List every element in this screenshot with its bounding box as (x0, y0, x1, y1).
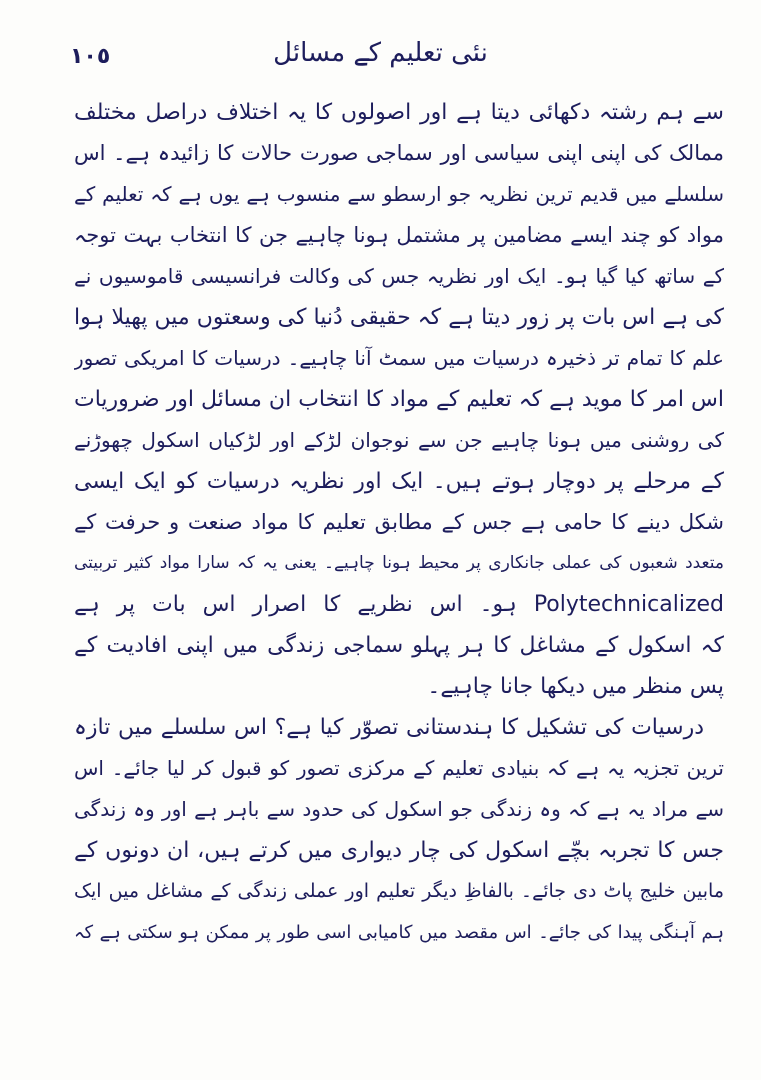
text-line: کی روشنی میں ہونا چاہیے جن سے نوجوان لڑکے اور لڑکیاں اسکول چھوڑنے (74, 428, 724, 452)
running-title: نئی تعلیم کے مسائل (273, 38, 488, 68)
text-line: علم کا تمام تر ذخیرہ درسیات میں سمٹ آنا چاہیے۔ درسیات کا امریکی تصور (74, 346, 724, 370)
page-header (0, 30, 761, 80)
paragraph-2 (74, 707, 724, 953)
paragraph-1 (74, 92, 724, 707)
text-line: سے ہم رشتہ دکھائی دیتا ہے اور اصولوں کا یہ اختلاف دراصل مختلف (74, 100, 724, 125)
page-number: ١٠٥ (70, 44, 111, 69)
text-line: اس امر کا موید ہے کہ تعلیم کے مواد کا انتخاب ان مسائل اور ضروریات (74, 387, 724, 412)
text-line: ہم آہنگی پیدا کی جائے۔ اس مقصد میں کامیابی اسی طور پر ممکن ہو سکتی ہے کہ (74, 922, 724, 943)
body-text (74, 92, 724, 953)
text-line: کہ اسکول کے مشاغل کا ہر پہلو سماجی زندگی میں اپنی افادیت کے (74, 633, 724, 658)
text-line: جس کا تجربہ بچّے اسکول کی چار دیواری میں کرتے ہیں، ان دونوں کے (74, 838, 724, 863)
text-line: متعدد شعبوں کی عملی جانکاری پر محیط ہونا چاہیے۔ یعنی یہ کہ سارا مواد کثیر تربیتی (74, 553, 724, 573)
text-line: سے مراد یہ ہے کہ وہ زندگی جو اسکول کی حدود سے باہر ہے اور وہ زندگی (74, 797, 724, 821)
text-line-with-english-term: Polytechnicalized ہو۔ اس نظریے کا اصرار اس بات پر ہے (74, 592, 724, 617)
text-line: مواد کو چند ایسے مضامین پر مشتمل ہونا چاہیے جن کا انتخاب بہت توجہ (74, 223, 724, 247)
text-line: درسیات کی تشکیل کا ہندستانی تصوّر کیا ہے؟ اس سلسلے میں تازہ (74, 715, 704, 740)
text-line: مابین خلیج پاٹ دی جائے۔ بالفاظِ دیگر تعلیم اور عملی زندگی کے مشاغل میں ایک (74, 880, 724, 902)
text-line: ممالک کی اپنی اپنی سیاسی اور سماجی صورت حالات کا زائیدہ ہے۔ اس (74, 141, 724, 165)
text-line: سلسلے میں قدیم ترین نظریہ جو ارسطو سے منسوب ہے یوں ہے کہ تعلیم کے (74, 182, 724, 206)
text-line: شکل دینے کا حامی ہے جس کے مطابق تعلیم کا مواد صنعت و حرفت کے (74, 510, 724, 534)
text-line: ترین تجزیہ یہ ہے کہ بنیادی تعلیم کے مرکزی تصور کو قبول کر لیا جائے۔ اس (74, 756, 724, 780)
text-line: کے مرحلے پر دوچار ہوتے ہیں۔ ایک اور نظریہ درسیات کو ایک ایسی (74, 469, 724, 494)
text-line: کی ہے اس بات پر زور دیتا ہے کہ حقیقی دُنیا کی وسعتوں میں پھیلا ہوا (74, 305, 724, 330)
text-line: کے ساتھ کیا گیا ہو۔ ایک اور نظریہ جس کی وکالت فرانسیسی قاموسیوں نے (74, 264, 724, 288)
text-line: پس منظر میں دیکھا جانا چاہیے۔ (427, 674, 724, 699)
